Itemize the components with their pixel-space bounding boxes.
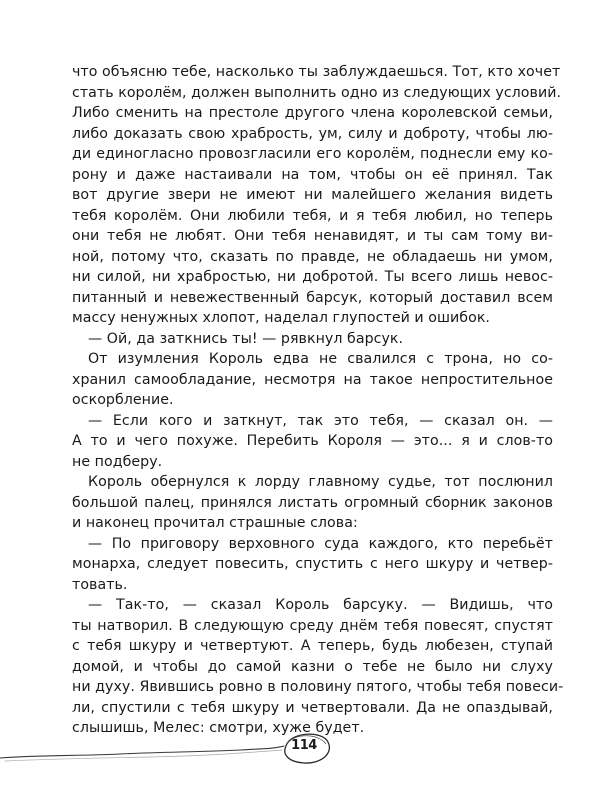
text-line: они тебя не любят. Они тебя ненавидят, и ты сам тому ви- [72,228,553,244]
text-line: питанный и невежественный барсук, который доставил всем [72,289,553,306]
text-line: массу ненужных хлопот, наделал глупостей и ошибок. [72,310,490,326]
text-line: слышишь, Мелес: смотри, хуже будет. [72,720,365,736]
text-line: не подберу. [72,453,163,470]
text-line: — Так-то, — сказал Король барсуку. — Видишь, что [88,597,553,613]
text-line: — Ой, да заткнись ты! — рявкнул барсук. [88,330,404,347]
text-line: оскорбление. [72,392,174,408]
text-line: и наконец прочитал страшные слова: [72,515,358,531]
text-line: с тебя шкуру и четвертуют. А теперь, будь любезен, ступай [72,638,553,654]
text-line: стать королём, должен выполнить одно из следующих условий. [72,84,562,101]
text-line: ной, потому что, сказать по правде, не обладаешь ни умом, [72,248,553,265]
text-line: ты натворил. В следующую среду днём тебя повесят, спустят [72,617,553,634]
text-line: ди единогласно провозгласили его королём, поднесли ему ко- [72,146,553,162]
text-line: ни силой, ни храбростью, ни добротой. Ты всего лишь невос- [72,269,553,285]
text-line: домой, и чтобы до самой казни о тебе не было ни слуху [72,658,553,675]
text-line: монарха, следует повесить, спустить с него шкуру и четвер- [72,556,553,572]
text-line: большой палец, принялся листать огромный сборник законов [72,494,553,511]
text-line: тебя королём. Они любили тебя, и я тебя любил, но теперь [72,207,553,224]
text-line: — По приговору верховного суда каждого, кто перебьёт [88,535,553,552]
text-line: От изумления Король едва не свалился с трона, но со- [88,351,553,367]
page-number: 114 [291,738,317,753]
text-line: товать. [72,576,128,593]
text-line: А то и чего похуже. Перебить Короля — это... я и слов-то [72,433,553,449]
text-line: Король обернулся к лорду главному судье, тот послюнил [88,474,553,490]
text-line: ли, спустили с тебя шкуру и четвертовали. Да не опаздывай, [72,699,553,716]
text-line: — Если кого и заткнут, так это тебя, — сказал он. — [88,412,553,429]
text-line: рону и даже настаивали на том, чтобы он её принял. Так [72,166,553,183]
text-line: вот другие звери не имеют ни малейшего желания видеть [72,187,553,203]
text-line: что объясню тебе, насколько ты заблуждаешься. Тот, кто хочет [72,64,561,80]
text-line: ни духу. Явившись ровно в половину пятого, чтобы тебя повеси- [72,679,564,695]
text-line: либо доказать свою храбрость, ум, силу и доброту, чтобы лю- [72,125,553,142]
body-text [72,62,564,739]
text-line: хранил самообладание, несмотря на такое непростительное [72,371,553,388]
page-footer [0,700,600,789]
text-line: Либо сменить на престоле другого члена королевской семьи, [72,105,553,121]
